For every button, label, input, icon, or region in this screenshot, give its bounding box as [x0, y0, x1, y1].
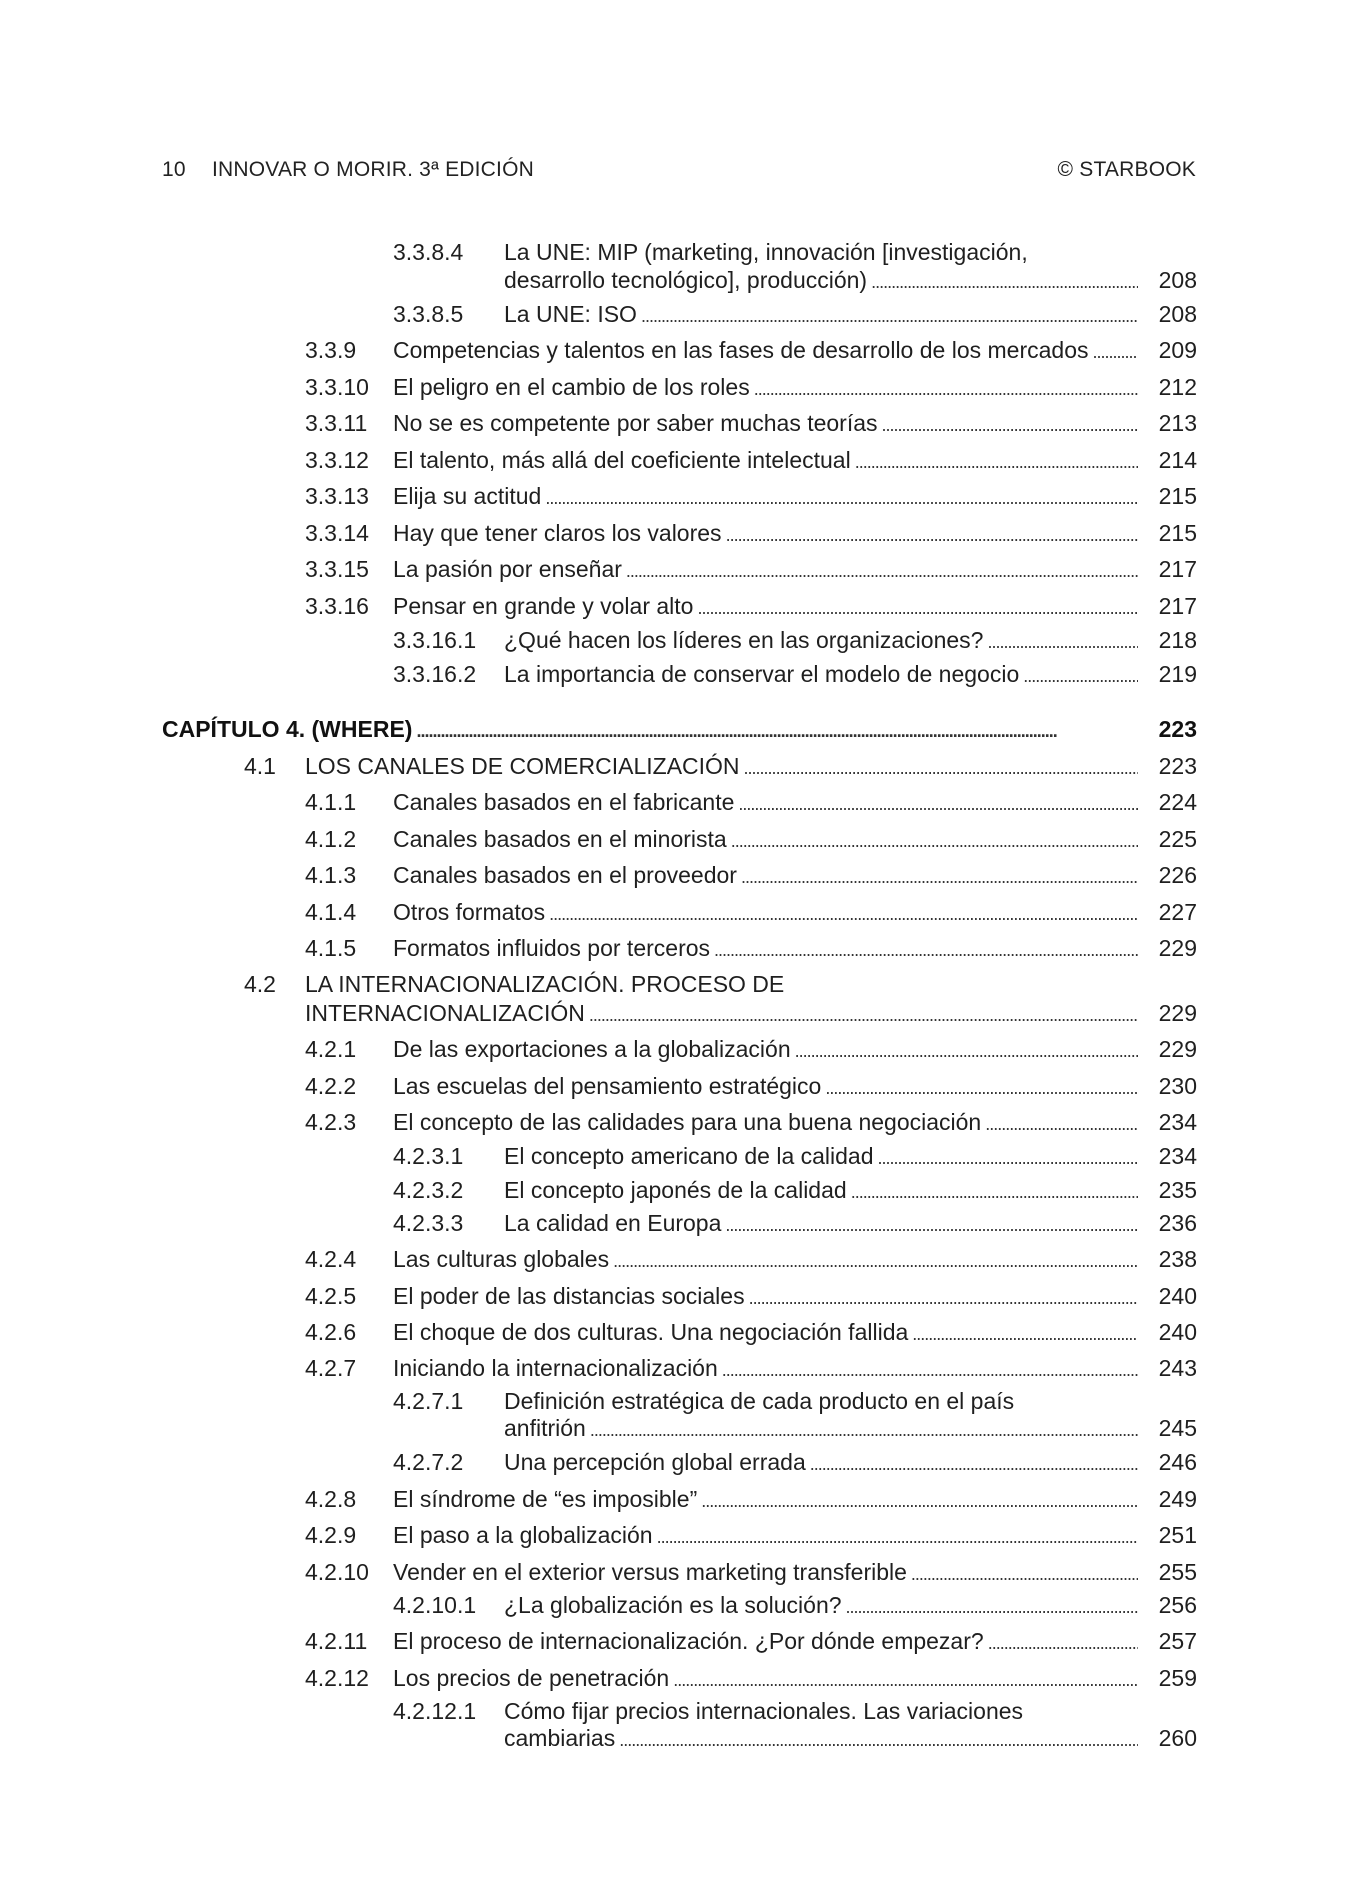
toc-entry-page: 212 [1158, 374, 1197, 400]
toc-entry-title-line1: Definición estratégica de cada producto en el país [504, 1388, 1015, 1414]
toc-entry-page: 217 [1158, 593, 1197, 619]
toc-entry[interactable] [0, 934, 1346, 962]
toc-entry-page: 251 [1158, 1522, 1197, 1548]
toc-entry[interactable] [0, 861, 1346, 889]
toc-entry-title: Vender en el exterior versus marketing transferible [393, 1559, 907, 1585]
toc-entry-page: 209 [1158, 337, 1197, 363]
toc-entry[interactable] [0, 1318, 1346, 1346]
toc-entry-page: 234 [1158, 1109, 1197, 1135]
toc-entry-title: El peligro en el cambio de los roles [393, 374, 750, 400]
toc-entry-page: 260 [1158, 1725, 1197, 1751]
toc-entry-title: anfitrión [504, 1415, 586, 1441]
toc-entry-continuation[interactable] [0, 266, 1346, 294]
toc-entry[interactable] [0, 519, 1346, 547]
toc-entry[interactable] [0, 1282, 1346, 1310]
toc-entry-page: 224 [1158, 789, 1197, 815]
toc-entry-number: 4.2.3.3 [393, 1210, 464, 1236]
dot-leader [749, 1284, 1138, 1312]
toc-entry[interactable] [0, 1387, 1346, 1415]
toc-entry-number: 3.3.16 [305, 593, 369, 619]
dot-leader [855, 448, 1138, 476]
toc-entry-title: Las escuelas del pensamiento estratégico [393, 1073, 822, 1099]
toc-entry[interactable] [0, 1664, 1346, 1692]
toc-entry[interactable] [0, 1035, 1346, 1063]
toc-entry-title: El talento, más allá del coeficiente intelectual [393, 447, 851, 473]
toc-entry-number: 4.2.3 [305, 1109, 357, 1135]
toc-entry-number: 4.2.1 [305, 1036, 357, 1062]
dot-leader [882, 411, 1138, 439]
toc-entry-number: 4.2.10 [305, 1559, 369, 1585]
toc-entry-page: 229 [1158, 1036, 1197, 1062]
toc-entry-continuation[interactable] [0, 999, 1346, 1027]
toc-entry[interactable] [0, 1591, 1346, 1619]
dot-leader [726, 521, 1138, 549]
toc-entry-title: El concepto de las calidades para una buena negociación [393, 1109, 982, 1135]
toc-entry-number: 4.2.2 [305, 1073, 357, 1099]
toc-entry-title: Los precios de penetración [393, 1665, 670, 1691]
toc-entry[interactable] [0, 1245, 1346, 1273]
toc-entry[interactable] [0, 1627, 1346, 1655]
toc-entry-page: 223 [1158, 753, 1197, 779]
toc-entry[interactable] [0, 409, 1346, 437]
toc-entry-number: 4.2.12.1 [393, 1698, 477, 1724]
toc-entry-title: Otros formatos [393, 899, 546, 925]
dot-leader [741, 863, 1138, 891]
toc-entry-page: 218 [1158, 627, 1197, 653]
toc-entry-number: 3.3.13 [305, 483, 369, 509]
dot-leader [657, 1523, 1138, 1551]
toc-entry-title: El choque de dos culturas. Una negociación fallida [393, 1319, 909, 1345]
toc-entry-title: Iniciando la internacionalización [393, 1355, 718, 1381]
toc-entry-page: 225 [1158, 826, 1197, 852]
toc-entry-title: El poder de las distancias sociales [393, 1283, 745, 1309]
dot-leader [722, 1356, 1138, 1384]
toc-entry-title: Pensar en grande y volar alto [393, 593, 694, 619]
toc-entry-title: Competencias y talentos en las fases de desarrollo de los mercados [393, 337, 1089, 363]
dot-leader [731, 827, 1138, 855]
toc-entry[interactable] [0, 300, 1346, 328]
toc-entry-title: La UNE: ISO [504, 301, 637, 327]
toc-entry-title: El proceso de internacionalización. ¿Por dónde empezar? [393, 1628, 984, 1654]
toc-entry-page: 240 [1158, 1319, 1197, 1345]
toc-entry-number: 3.3.16.2 [393, 661, 477, 687]
toc-entry-number: 4.2 [244, 971, 276, 997]
toc-entry[interactable] [0, 1072, 1346, 1100]
toc-entry-page: 236 [1158, 1210, 1197, 1236]
toc-entry[interactable] [0, 752, 1346, 780]
toc-entry[interactable] [0, 1354, 1346, 1382]
toc-entry-page: 215 [1158, 483, 1197, 509]
dot-leader [851, 1178, 1138, 1206]
toc-entry[interactable] [0, 373, 1346, 401]
dot-leader [744, 754, 1138, 782]
dot-leader [738, 790, 1138, 818]
toc-entry-page: 234 [1158, 1143, 1197, 1169]
chapter-heading[interactable] [0, 715, 1346, 743]
toc-entry-title-line1: Cómo fijar precios internacionales. Las variaciones [504, 1698, 1024, 1724]
toc-entry-page: 259 [1158, 1665, 1197, 1691]
toc-entry[interactable] [0, 1558, 1346, 1586]
toc-entry-title: Una percepción global errada [504, 1449, 806, 1475]
toc-entry-title-line1: La UNE: MIP (marketing, innovación [investigación, [504, 239, 1028, 265]
toc-entry[interactable] [0, 592, 1346, 620]
toc-entry-title: ¿La globalización es la solución? [504, 1592, 842, 1618]
toc-entry-page: 215 [1158, 520, 1197, 546]
toc-entry[interactable] [0, 825, 1346, 853]
toc-entry-number: 4.2.10.1 [393, 1592, 477, 1618]
dot-leader [619, 1726, 1138, 1754]
toc-entry[interactable] [0, 555, 1346, 583]
toc-entry-number: 3.3.12 [305, 447, 369, 473]
chapter-page: 223 [1158, 716, 1197, 742]
dot-leader [985, 1110, 1138, 1138]
toc-entry[interactable] [0, 446, 1346, 474]
dot-leader [871, 268, 1138, 296]
toc-entry-number: 3.3.14 [305, 520, 369, 546]
toc-entry-page: 229 [1158, 935, 1197, 961]
toc-entry-number: 4.2.3.1 [393, 1143, 464, 1169]
toc-entry-title: Hay que tener claros los valores [393, 520, 722, 546]
dot-leader [641, 302, 1138, 330]
dot-leader [912, 1320, 1138, 1348]
toc-entry-number: 3.3.15 [305, 556, 369, 582]
toc-entry-number: 3.3.10 [305, 374, 369, 400]
toc-entry-number: 4.1 [244, 753, 276, 779]
toc-entry-number: 4.1.2 [305, 826, 357, 852]
toc-entry-number: 4.2.7 [305, 1355, 357, 1381]
toc-entry-page: 238 [1158, 1246, 1197, 1272]
toc-entry-number: 4.2.6 [305, 1319, 357, 1345]
toc-entry[interactable] [0, 970, 1346, 998]
toc-entry-title: Canales basados en el minorista [393, 826, 727, 852]
toc-entry-title-line1: LA INTERNACIONALIZACIÓN. PROCESO DE [305, 971, 785, 997]
toc-entry-title: De las exportaciones a la globalización [393, 1036, 791, 1062]
dot-leader [1092, 338, 1138, 366]
dot-leader [725, 1211, 1138, 1239]
toc-entry[interactable] [0, 1176, 1346, 1204]
toc-entry-number: 4.1.1 [305, 789, 357, 815]
toc-entry-page: 256 [1158, 1592, 1197, 1618]
toc-entry-page: 230 [1158, 1073, 1197, 1099]
toc-entry-number: 4.1.5 [305, 935, 357, 961]
dot-leader [701, 1487, 1138, 1515]
toc-entry[interactable] [0, 1108, 1346, 1136]
toc-entry-title: LOS CANALES DE COMERCIALIZACIÓN [305, 753, 740, 779]
toc-entry[interactable] [0, 788, 1346, 816]
dot-leader [589, 1001, 1138, 1029]
toc-entry-page: 246 [1158, 1449, 1197, 1475]
toc-entry-page: 229 [1158, 1000, 1197, 1026]
dot-leader [714, 936, 1138, 964]
toc-entry-number: 4.2.3.2 [393, 1177, 464, 1203]
dot-leader [673, 1666, 1138, 1694]
dot-leader [590, 1416, 1138, 1444]
toc-entry[interactable] [0, 1521, 1346, 1549]
toc-entry[interactable] [0, 238, 1346, 266]
toc-entry-page: 219 [1158, 661, 1197, 687]
toc-entry-page: 235 [1158, 1177, 1197, 1203]
toc-entry-number: 3.3.8.4 [393, 239, 464, 265]
toc-entry-number: 3.3.11 [305, 410, 368, 436]
toc-entry-page: 227 [1158, 899, 1197, 925]
toc-entry-title: El concepto japonés de la calidad [504, 1177, 847, 1203]
toc-entry-number: 3.3.16.1 [393, 627, 477, 653]
toc-entry-title: desarrollo tecnológico], producción) [504, 267, 868, 293]
dot-leader [846, 1593, 1138, 1621]
toc-entry-page: 226 [1158, 862, 1197, 888]
dot-leader [987, 628, 1138, 656]
toc-entry-title: Las culturas globales [393, 1246, 610, 1272]
dot-leader [825, 1074, 1138, 1102]
toc-entry-title: cambiarias [504, 1725, 616, 1751]
dot-leader [416, 717, 1138, 745]
toc-entry-number: 4.2.7.1 [393, 1388, 464, 1414]
dot-leader [545, 484, 1138, 512]
toc-entry-number: 4.2.7.2 [393, 1449, 464, 1475]
toc-entry-number: 4.2.8 [305, 1486, 357, 1512]
toc-entry-number: 4.2.12 [305, 1665, 369, 1691]
toc-entry-title: El síndrome de “es imposible” [393, 1486, 698, 1512]
toc-entry[interactable] [0, 1697, 1346, 1725]
toc-entry-title: INTERNACIONALIZACIÓN [305, 1000, 585, 1026]
dot-leader [1023, 662, 1138, 690]
toc-entry[interactable] [0, 1209, 1346, 1237]
toc-entry[interactable] [0, 1142, 1346, 1170]
toc-entry[interactable] [0, 1485, 1346, 1513]
toc-entry-title: La calidad en Europa [504, 1210, 722, 1236]
dot-leader [795, 1037, 1138, 1065]
toc-entry-title: La pasión por enseñar [393, 556, 622, 582]
toc-entry-page: 213 [1158, 410, 1197, 436]
toc-entry-page: 208 [1158, 301, 1197, 327]
toc-entry-number: 3.3.8.5 [393, 301, 464, 327]
toc-entry-page: 243 [1158, 1355, 1197, 1381]
publisher: © STARBOOK [1057, 158, 1196, 181]
toc-entry[interactable] [0, 482, 1346, 510]
toc-entry-page: 245 [1158, 1415, 1197, 1441]
toc-entry-page: 214 [1158, 447, 1197, 473]
toc-entry-page: 257 [1158, 1628, 1197, 1654]
dot-leader [810, 1450, 1138, 1478]
toc-entry-number: 4.2.4 [305, 1246, 357, 1272]
dot-leader [911, 1560, 1138, 1588]
dot-leader [754, 375, 1138, 403]
toc-entry-number: 4.1.4 [305, 899, 357, 925]
toc-entry-title: Canales basados en el fabricante [393, 789, 735, 815]
toc-entry-title: Canales basados en el proveedor [393, 862, 737, 888]
toc-entry-number: 4.2.11 [305, 1628, 368, 1654]
dot-leader [613, 1247, 1138, 1275]
dot-leader [697, 594, 1138, 622]
page-number: 10 [162, 158, 186, 181]
dot-leader [988, 1629, 1138, 1657]
dot-leader [549, 900, 1138, 928]
toc-entry-page: 208 [1158, 267, 1197, 293]
book-title: INNOVAR O MORIR. 3ª EDICIÓN [212, 158, 534, 181]
toc-entry-number: 4.1.3 [305, 862, 357, 888]
toc-entry[interactable] [0, 660, 1346, 688]
dot-leader [626, 557, 1138, 585]
toc-entry-title: Formatos influidos por terceros [393, 935, 711, 961]
toc-entry[interactable] [0, 898, 1346, 926]
dot-leader [878, 1144, 1138, 1172]
toc-entry-title: No se es competente por saber muchas teorías [393, 410, 878, 436]
toc-entry-number: 4.2.9 [305, 1522, 357, 1548]
toc-entry-title: ¿Qué hacen los líderes en las organizaciones? [504, 627, 984, 653]
toc-entry-continuation[interactable] [0, 1414, 1346, 1442]
toc-entry-page: 255 [1158, 1559, 1197, 1585]
toc-entry-number: 3.3.9 [305, 337, 357, 363]
toc-entry-title: Elija su actitud [393, 483, 542, 509]
toc-entry-page: 217 [1158, 556, 1197, 582]
toc-entry-number: 4.2.5 [305, 1283, 357, 1309]
toc-entry-title: El paso a la globalización [393, 1522, 653, 1548]
toc-entry-title: La importancia de conservar el modelo de negocio [504, 661, 1020, 687]
chapter-title: CAPÍTULO 4. (WHERE) [162, 716, 413, 742]
toc-entry[interactable] [0, 626, 1346, 654]
toc-entry-continuation[interactable] [0, 1724, 1346, 1752]
toc-entry-page: 249 [1158, 1486, 1197, 1512]
toc-entry-page: 240 [1158, 1283, 1197, 1309]
toc-entry[interactable] [0, 336, 1346, 364]
toc-entry-title: El concepto americano de la calidad [504, 1143, 874, 1169]
toc-entry[interactable] [0, 1448, 1346, 1476]
